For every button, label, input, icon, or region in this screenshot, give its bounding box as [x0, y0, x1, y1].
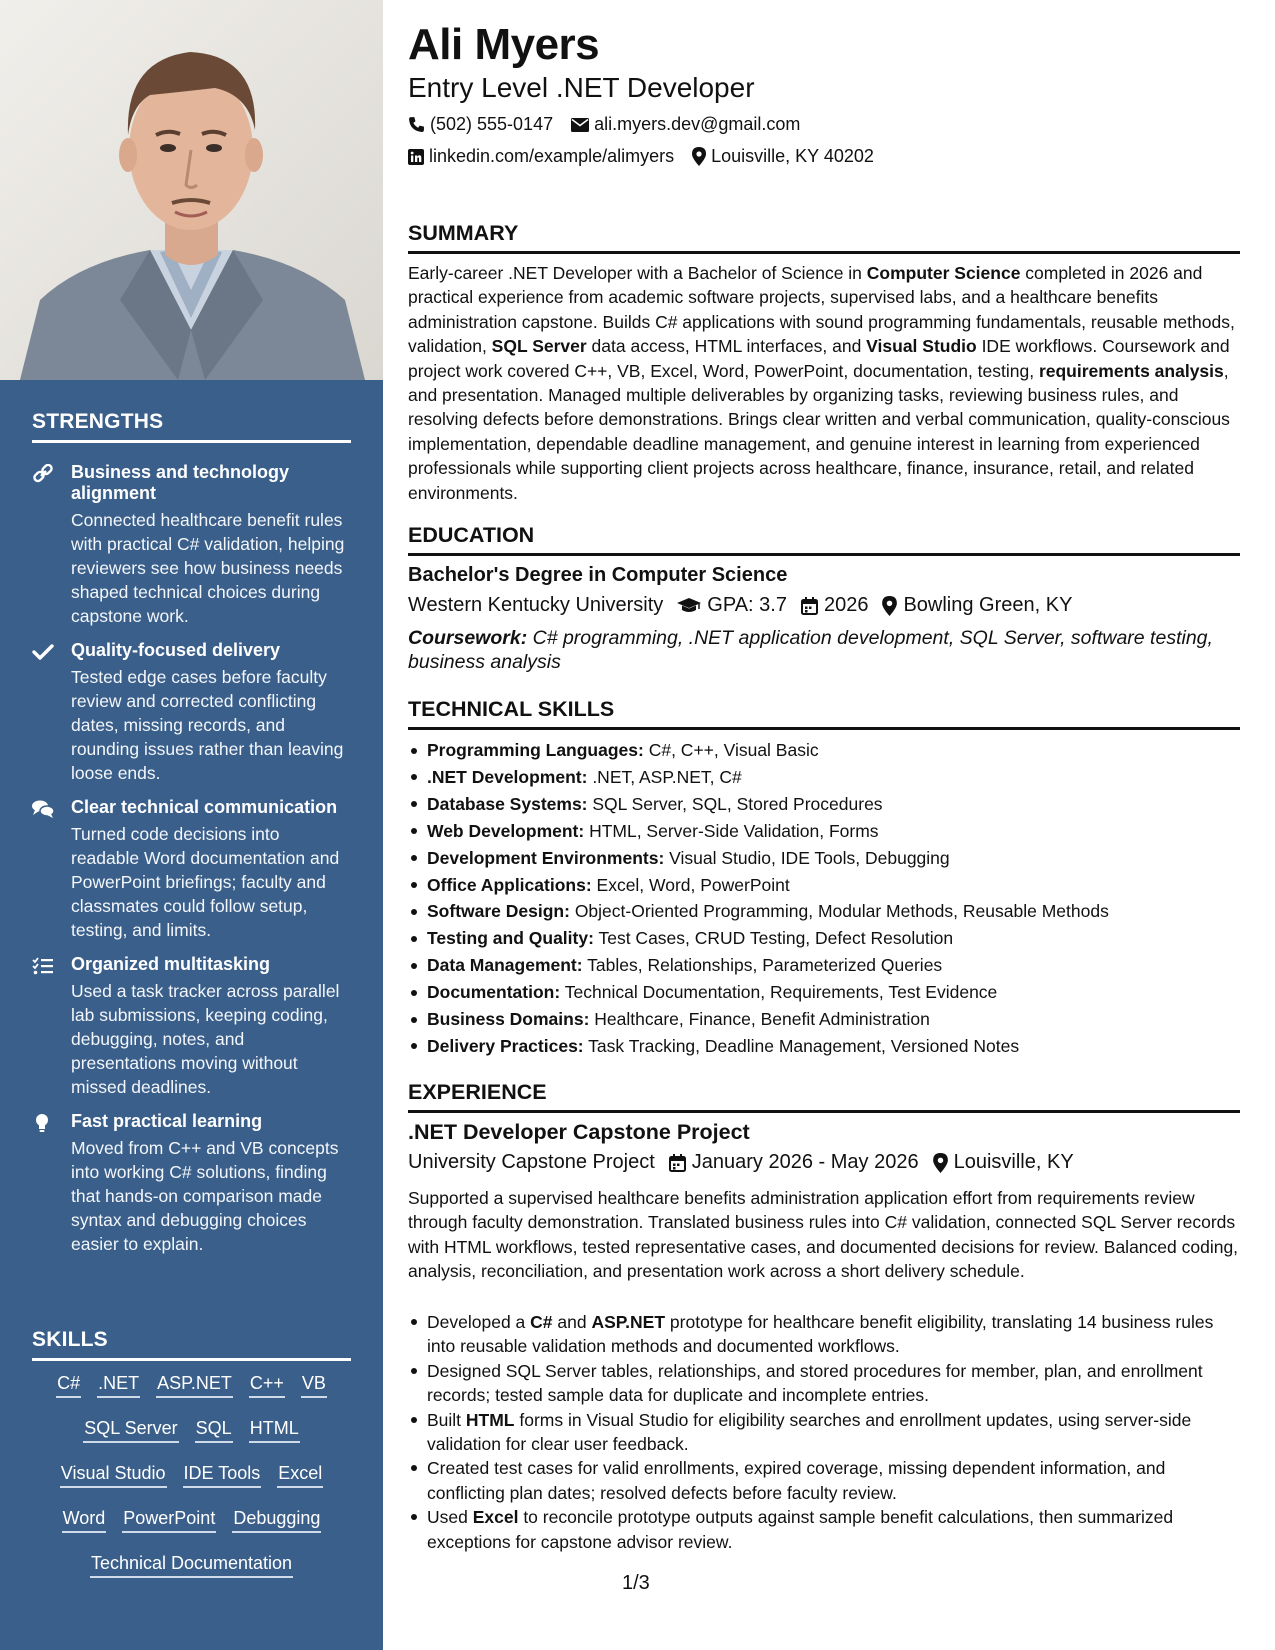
job-title: Entry Level .NET Developer — [408, 72, 755, 103]
experience-org — [408, 1151, 655, 1174]
dates-text: January 2026 - May 2026 — [691, 1151, 919, 1173]
linkedin-url: linkedin.com/example/alimyers — [429, 146, 675, 166]
skill-chip: Technical Documentation — [90, 1552, 293, 1578]
strength-item — [32, 797, 352, 942]
phone-contact[interactable] — [408, 114, 553, 135]
check-icon — [32, 642, 54, 662]
skill-line — [408, 1006, 1240, 1033]
skill-label: .NET Development: — [427, 766, 588, 787]
skill-label: Programming Languages: — [427, 740, 644, 760]
skill-chip: Excel — [277, 1462, 323, 1488]
skill-line — [408, 845, 1240, 872]
skill-label: Data Management: — [427, 955, 583, 976]
skill-chip: .NET — [97, 1372, 140, 1398]
skill-chip: Debugging — [232, 1507, 321, 1533]
summary-heading: SUMMARY — [408, 221, 1240, 254]
skill-line — [408, 1033, 1240, 1060]
email-contact[interactable] — [571, 114, 800, 135]
degree-title: Bachelor's Degree in Computer Science — [408, 564, 788, 586]
map-marker-icon — [882, 596, 897, 616]
text-run: forms in Visual Studio for eligibility searches and enrollment updates, using server-side validation for clear user feedback. — [427, 1409, 1192, 1455]
strength-body: Connected healthcare benefit rules with practical C# validation, helping reviewers see how business needs shaped technical choices during capstone work. — [71, 510, 345, 626]
text-run: and — [552, 1312, 592, 1332]
skill-line — [408, 898, 1240, 925]
bold-text: SQL Server — [491, 336, 587, 357]
skill-chip: Visual Studio — [60, 1462, 167, 1488]
skill-value: Tables, Relationships, Parameterized Queries — [582, 955, 943, 976]
coursework — [408, 626, 1240, 674]
calendar-icon — [669, 1154, 686, 1172]
strengths-heading: STRENGTHS — [32, 410, 351, 443]
strength-item — [32, 954, 352, 1099]
experience-location — [933, 1151, 1074, 1174]
skill-chip: SQL Server — [83, 1417, 178, 1443]
skill-label: Database Systems: — [427, 793, 588, 814]
skill-chip: C++ — [249, 1372, 285, 1398]
calendar-icon — [801, 597, 818, 615]
strength-title: Fast practical learning — [71, 1111, 263, 1131]
skills-heading: SKILLS — [32, 1328, 351, 1361]
school-location — [882, 594, 1072, 617]
graduation-year — [801, 594, 869, 617]
skill-chip: PowerPoint — [122, 1507, 216, 1533]
text-run: prototype for healthcare benefit eligibility, translating 14 business rules into reusable validation methods and documented workflows. — [427, 1312, 1214, 1357]
skills-chips — [32, 1372, 351, 1597]
strength-item — [32, 640, 352, 785]
strength-title: Organized multitasking — [71, 954, 271, 974]
chip-row — [32, 1507, 351, 1552]
org-text: University Capstone Project — [408, 1151, 655, 1173]
experience-bullet — [408, 1456, 1240, 1505]
experience-meta — [408, 1151, 1088, 1174]
skill-label: Business Domains: — [427, 1009, 590, 1030]
link-icon — [32, 464, 54, 484]
skill-value: Technical Documentation, Requirements, Test Evidence — [560, 982, 998, 1003]
strength-body: Used a task tracker across parallel lab submissions, keeping coding, debugging, notes, and presentations moving without missed deadlines. — [71, 981, 340, 1097]
technical-skills-heading: TECHNICAL SKILLS — [408, 697, 1240, 730]
strength-body: Moved from C++ and VB concepts into working C# solutions, finding that hands-on comparison made syntax and debugging choices easier to explain. — [71, 1138, 339, 1254]
skill-value: .NET, ASP.NET, C# — [587, 766, 742, 787]
text-run: , and presentation. Managed multiple deliverables by organizing tasks, reviewing business rules, and resolving defects before demonstrations. Brings clear written and verbal communication, quality-conscious implementation, dependable deadline management, and genuine interest in learning from experienced professionals while supporting client projects across healthcare, finance, insurance, retail, and related environments. — [408, 360, 1230, 503]
skill-chip: C# — [56, 1372, 81, 1398]
skill-value: Object-Oriented Programming, Modular Methods, Reusable Methods — [569, 901, 1109, 922]
skill-label: Testing and Quality: — [427, 928, 594, 949]
skill-line — [408, 872, 1240, 899]
strength-item — [32, 1111, 352, 1256]
skill-value: Visual Studio, IDE Tools, Debugging — [664, 847, 950, 868]
chat-icon — [32, 799, 54, 819]
candidate-name: Ali Myers — [408, 20, 600, 69]
skill-line — [408, 925, 1240, 952]
map-marker-icon — [692, 147, 706, 166]
skill-line — [408, 952, 1240, 979]
skill-value: Test Cases, CRUD Testing, Defect Resolution — [593, 928, 954, 949]
chip-row — [32, 1372, 351, 1417]
bold-text: HTML — [465, 1409, 515, 1430]
text-run: Early-career .NET Developer with a Bachelor of Science in — [408, 263, 867, 283]
strength-body: Turned code decisions into readable Word documentation and PowerPoint briefings; faculty and classmates could follow setup, testing, and limits. — [71, 824, 340, 940]
skill-chip: Word — [62, 1507, 107, 1533]
strength-title: Business and technology alignment — [71, 462, 290, 503]
location-contact — [692, 146, 874, 167]
skill-chip: VB — [301, 1372, 327, 1398]
skill-chip: HTML — [249, 1417, 300, 1443]
experience-bullet — [408, 1359, 1240, 1408]
skill-line — [408, 979, 1240, 1006]
phone-number: (502) 555-0147 — [430, 114, 554, 134]
experience-bullet — [408, 1505, 1240, 1554]
strength-item — [32, 462, 352, 628]
skill-label: Web Development: — [427, 820, 585, 841]
experience-bullets — [408, 1310, 1240, 1554]
experience-bullet — [408, 1408, 1240, 1457]
text-run: Developed a — [427, 1312, 531, 1332]
page-number: 1/3 — [622, 1572, 650, 1594]
skill-chip: ASP.NET — [156, 1372, 233, 1398]
strength-body: Tested edge cases before faculty review and corrected conflicting dates, missing records, and rounding issues rather than leaving loose ends. — [71, 667, 344, 783]
map-marker-icon — [933, 1153, 948, 1173]
gpa-text: GPA: 3.7 — [707, 594, 787, 616]
experience-location-text: Louisville, KY — [953, 1151, 1074, 1173]
experience-title: .NET Developer Capstone Project — [408, 1120, 750, 1144]
email-address: ali.myers.dev@gmail.com — [594, 114, 801, 134]
linkedin-contact[interactable] — [408, 146, 674, 167]
year-text: 2026 — [823, 594, 869, 616]
gpa — [677, 594, 787, 617]
education-meta — [408, 594, 1086, 617]
skill-label: Office Applications: — [427, 874, 592, 895]
experience-heading: EXPERIENCE — [408, 1080, 1240, 1113]
skill-label: Software Design: — [427, 901, 570, 922]
graduation-cap-icon — [677, 598, 701, 614]
profile-photo — [0, 0, 383, 380]
chip-row — [32, 1417, 351, 1462]
chip-row — [32, 1462, 351, 1507]
list-check-icon — [32, 956, 54, 976]
skill-value: C#, C++, Visual Basic — [643, 740, 819, 760]
skill-label: Delivery Practices: — [427, 1035, 584, 1056]
text-run: Used — [427, 1507, 473, 1528]
skill-chip: SQL — [195, 1417, 233, 1443]
contact-line — [408, 114, 818, 135]
school-name — [408, 594, 663, 617]
linkedin-icon — [408, 149, 424, 165]
skill-label: Documentation: — [427, 982, 561, 1003]
envelope-icon — [571, 118, 589, 132]
bold-text: ASP.NET — [591, 1312, 666, 1332]
skill-value: Task Tracking, Deadline Management, Versioned Notes — [583, 1035, 1020, 1056]
technical-skills-list — [408, 737, 1240, 1060]
contact-line — [408, 146, 892, 167]
coursework-text: C# programming, .NET application development, SQL Server, software testing, business analysis — [408, 627, 1213, 673]
text-run: completed in 2026 and practical experience from academic software projects, supervised labs, and a healthcare benefits administration capstone. Builds C# applications with sound programming fundamentals, reusable methods, validation, — [408, 263, 1235, 357]
school-text: Western Kentucky University — [408, 594, 664, 616]
bold-text: Computer Science — [866, 263, 1021, 283]
strengths-list — [32, 462, 352, 1268]
experience-dates — [669, 1151, 919, 1174]
experience-bullet — [408, 1310, 1240, 1359]
chip-row — [32, 1552, 351, 1597]
skill-value: Excel, Word, PowerPoint — [591, 874, 790, 895]
text-run: to reconcile prototype outputs against sample benefit calculations, then summarized exceptions for capstone advisor review. — [427, 1507, 1174, 1552]
skill-value: Healthcare, Finance, Benefit Administration — [589, 1009, 930, 1030]
bold-text: Excel — [472, 1507, 519, 1528]
phone-icon — [408, 116, 425, 133]
strength-title: Clear technical communication — [71, 797, 338, 817]
lightbulb-icon — [32, 1113, 54, 1133]
school-location-text: Bowling Green, KY — [903, 594, 1073, 616]
skill-value: HTML, Server-Side Validation, Forms — [584, 820, 879, 841]
text-run: IDE workflows. Coursework and project work covered C++, VB, Excel, Word, PowerPoint, documentation, testing, — [408, 336, 1230, 381]
bold-text: requirements analysis — [1038, 360, 1224, 381]
location-text: Louisville, KY 40202 — [711, 146, 874, 166]
bold-text: C# — [530, 1312, 553, 1332]
text-run: data access, HTML interfaces, and — [586, 336, 867, 357]
summary-text — [408, 261, 1240, 505]
bold-text: Visual Studio — [866, 336, 977, 357]
experience-description: Supported a supervised healthcare benefits administration application effort from requirements review through faculty demonstration. Translated business rules into C# validation, connected SQL Server records with HTML workflows, tested representative cases, and documented decisions for review. Balanced coding, analysis, reconciliation, and presentation work across a short delivery schedule. — [408, 1188, 1239, 1282]
sidebar — [0, 0, 383, 1650]
text-run: Created test cases for valid enrollments, expired coverage, missing dependent information, and conflicting plan dates; resolved defects before faculty review. — [427, 1458, 1166, 1503]
skill-label: Development Environments: — [427, 847, 665, 868]
skill-line — [408, 818, 1240, 845]
text-run: Built — [427, 1409, 466, 1430]
text-run: Designed SQL Server tables, relationships, and stored procedures for member, plan, and enrollment records; tested sample data for duplicate and incomplete entries. — [427, 1360, 1203, 1406]
coursework-label: Coursework: — [408, 627, 528, 649]
skill-line — [408, 791, 1240, 818]
skill-line — [408, 737, 1240, 764]
education-heading: EDUCATION — [408, 523, 1240, 556]
skill-value: SQL Server, SQL, Stored Procedures — [587, 793, 883, 814]
skill-line — [408, 764, 1240, 791]
skill-chip: IDE Tools — [183, 1462, 262, 1488]
strength-title: Quality-focused delivery — [71, 640, 281, 660]
